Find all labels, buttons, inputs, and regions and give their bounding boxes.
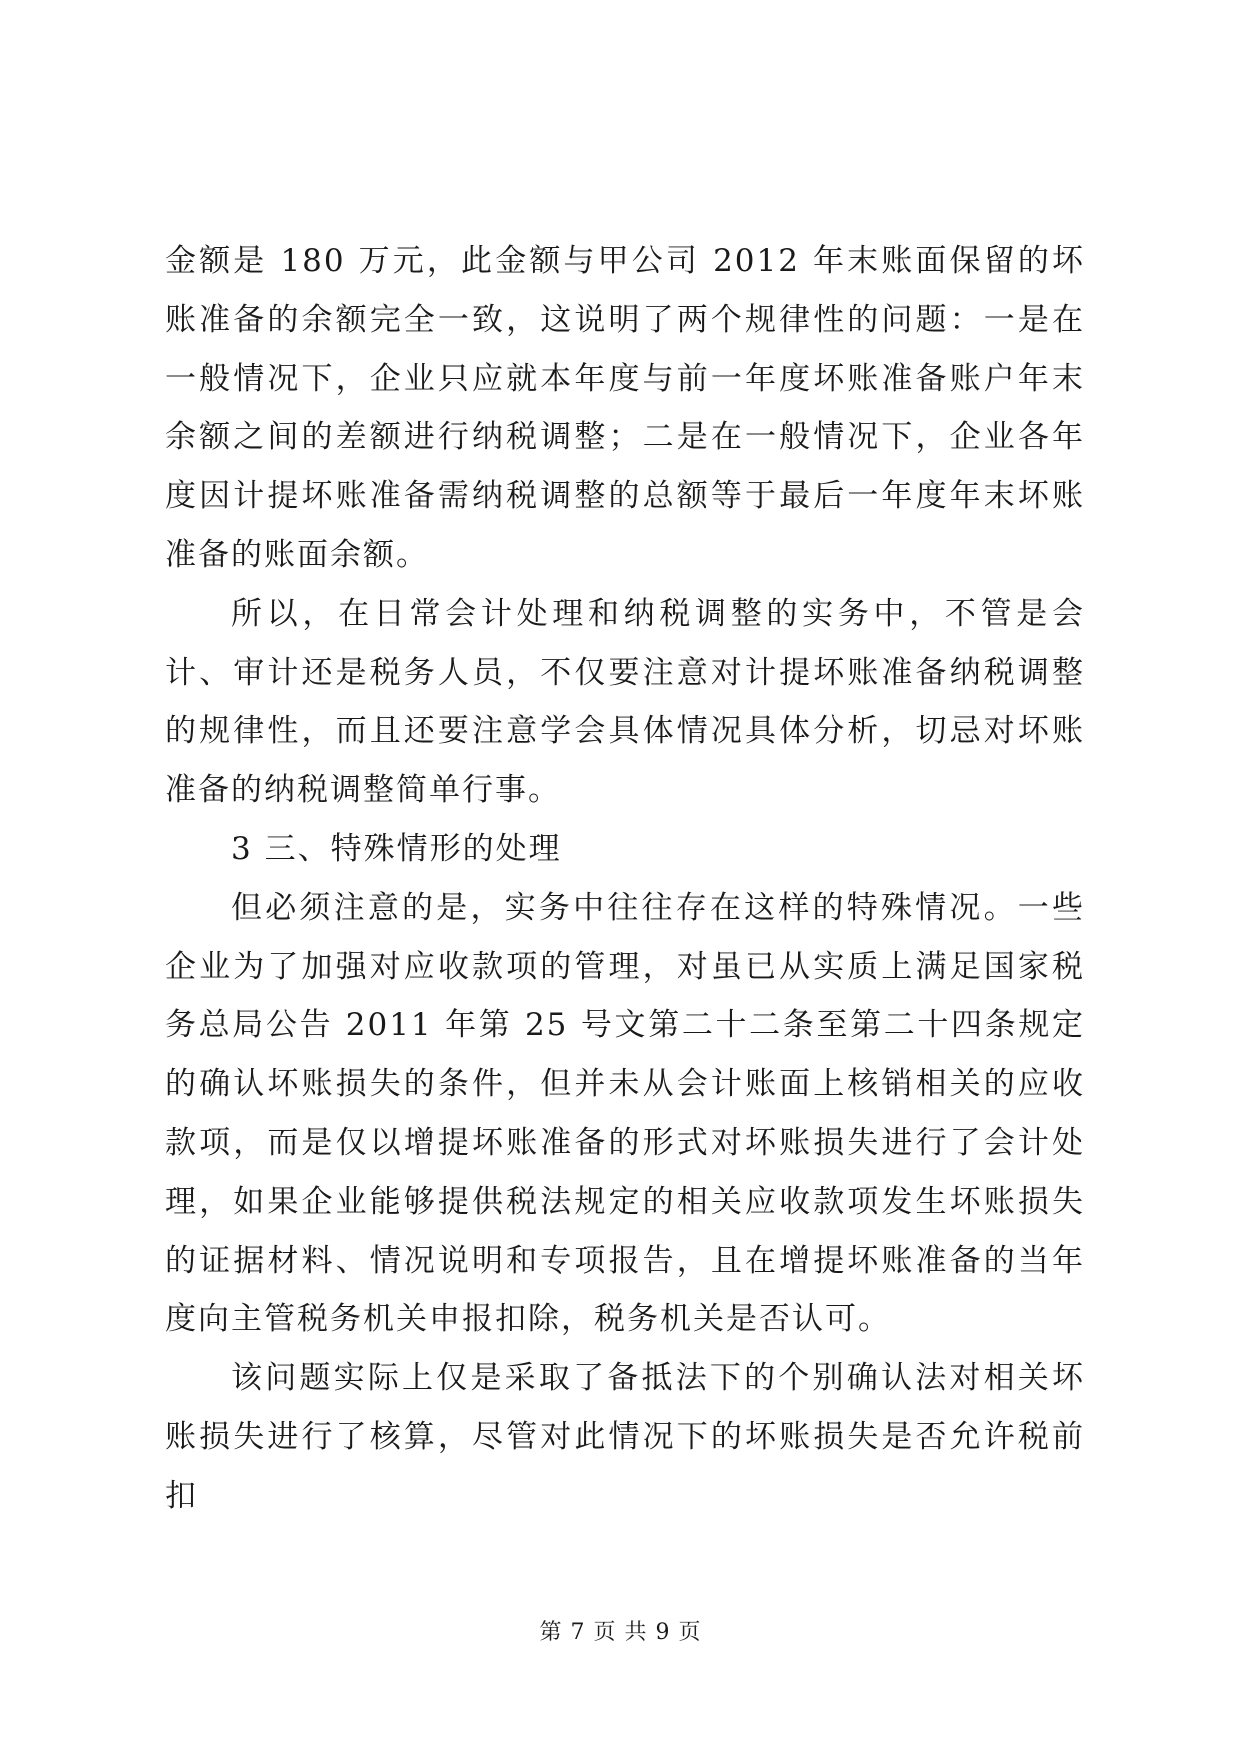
- paragraph-continuation: 金额是 180 万元，此金额与甲公司 2012 年末账面保留的坏账准备的余额完全一致，这说明了两个规律性的问题：一是在一般情况下，企业只应就本年度与前一年度坏账准备账户年末余额之间的差额进行纳税调整；二是在一般情况下，企业各年度因计提坏账准备需纳税调整的总额等于最后一年度年末坏账准备的账面余额。: [165, 243, 1085, 573]
- section-heading: 3 三、特殊情形的处理: [231, 830, 562, 867]
- document-body: [165, 232, 1085, 1526]
- paragraph-summary: 所以，在日常会计处理和纳税调整的实务中，不管是会计、审计还是税务人员，不仅要注意对计提坏账准备纳税调整的规律性，而且还要注意学会具体情况具体分析，切忌对坏账准备的纳税调整简单行事。: [165, 595, 1085, 809]
- paragraph-analysis: 该问题实际上仅是采取了备抵法下的个别确认法对相关坏账损失进行了核算，尽管对此情况下的坏账损失是否允许税前扣: [165, 1360, 1085, 1514]
- paragraph-special-case: 但必须注意的是，实务中往往存在这样的特殊情况。一些企业为了加强对应收款项的管理，对虽已从实质上满足国家税务总局公告 2011 年第 25 号文第二十二条至第二十四条规定的确认坏账损失的条件，但并未从会计账面上核销相关的应收款项，而是仅以增提坏账准备的形式对坏账损失进行了会计处理，如果企业能够提供税法规定的相关应收款项发生坏账损失的证据材料、情况说明和专项报告，且在增提坏账准备的当年度向主管税务机关申报扣除，税务机关是否认可。: [165, 889, 1085, 1338]
- page-number-footer: 第 7 页 共 9 页: [539, 1620, 702, 1645]
